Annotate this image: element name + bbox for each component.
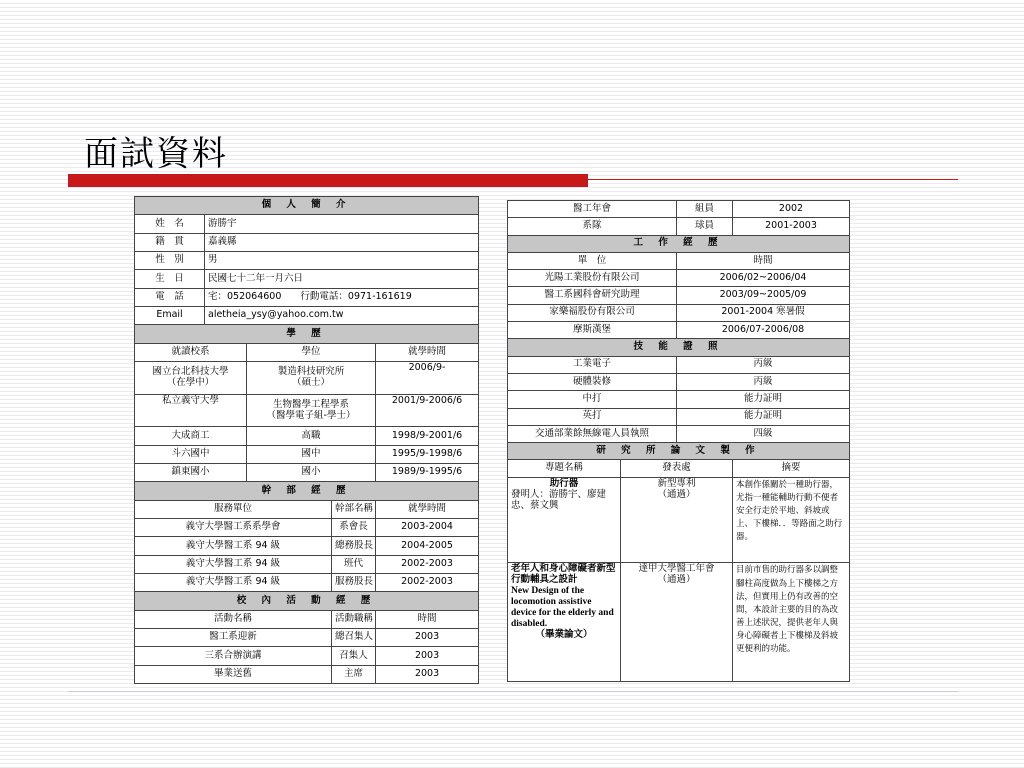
cadre-time: 2002-2003 (376, 573, 479, 591)
campus-name: 醫工系迎新 (135, 628, 332, 646)
column-header: 服務單位 (135, 500, 332, 518)
slide-title: 面試資料 (84, 134, 228, 174)
column-header: 就學時間 (376, 343, 479, 361)
work-unit: 家樂福股份有限公司 (508, 304, 677, 321)
skill-name: 硬體裝修 (508, 373, 677, 390)
venue-name: 達甲大學醫工年會 (638, 563, 715, 575)
education-school: 私立義守大學 (135, 394, 247, 427)
cadre-role: 服務股長 (332, 573, 376, 591)
skill-name: 中打 (508, 391, 677, 408)
cadre-unit: 義守大學醫工系 94 級 (135, 537, 332, 555)
skill-level: 丙級 (677, 373, 850, 390)
section-title: 學 歷 (135, 325, 479, 343)
research-title: 助行器 (549, 477, 579, 489)
work-row (508, 270, 850, 287)
resume-table-right (507, 200, 850, 682)
cadre-row (135, 537, 479, 555)
cadre-unit: 義守大學醫工系 94 級 (135, 573, 332, 591)
profile-label: 籍 貫 (135, 233, 205, 251)
campus-row (135, 628, 479, 646)
degree-note: （碩士） (291, 376, 330, 388)
section-header-education (135, 325, 479, 343)
column-header: 幹部名稱 (332, 500, 376, 518)
column-header: 就讀校系 (135, 343, 247, 361)
education-degree (247, 361, 376, 394)
column-header: 學位 (247, 343, 376, 361)
work-header-row (508, 252, 850, 269)
profile-row (135, 288, 479, 306)
work-row (508, 304, 850, 321)
campus-name: 畢業送舊 (135, 665, 332, 683)
profile-value: 男 (205, 251, 479, 269)
education-time: 1995/9-1998/6 (376, 445, 479, 463)
column-header: 專題名稱 (508, 460, 621, 477)
skill-name: 交通部業餘無線電人員執照 (508, 425, 677, 442)
education-degree (247, 394, 376, 427)
resume-table-left (134, 196, 479, 684)
cadre-role: 班代 (332, 555, 376, 573)
title-accent-line (588, 179, 958, 180)
section-title: 技 能 證 照 (508, 339, 850, 356)
column-header: 摘要 (733, 460, 850, 477)
profile-label: 生 日 (135, 270, 205, 288)
skill-name: 工業電子 (508, 356, 677, 373)
education-school: 大成商工 (135, 427, 247, 445)
campus-time: 2003 (376, 647, 479, 665)
education-row (135, 361, 479, 394)
school-note: （在學中） (166, 376, 215, 388)
profile-value: 民國七十二年一月六日 (205, 270, 479, 288)
footer-divider (68, 691, 958, 692)
campus-role: 總召集人 (332, 628, 376, 646)
research-header-row (508, 460, 850, 477)
campus-time: 2003 (376, 665, 479, 683)
profile-value: 嘉義縣 (205, 233, 479, 251)
section-title: 校 內 活 動 經 歷 (135, 592, 479, 610)
research-abstract: 本創作係關於一種助行器，尤指一種能輔助行動不便者安全行走於平地、斜坡或上、下樓梯．．等路面之助行器。 (733, 477, 850, 563)
campus-header-row (135, 610, 479, 628)
column-header: 活動名稱 (135, 610, 332, 628)
section-title: 個 人 簡 介 (135, 197, 479, 215)
campus-row (135, 665, 479, 683)
education-row (135, 394, 479, 427)
research-row (508, 477, 850, 563)
work-unit: 光陽工業股份有限公司 (508, 270, 677, 287)
campus-row (135, 647, 479, 665)
activity-org: 系隊 (508, 218, 677, 235)
section-header-profile (135, 197, 479, 215)
activity-time: 2002 (733, 201, 850, 218)
section-title: 研 究 所 論 文 製 作 (508, 443, 850, 460)
education-row (135, 445, 479, 463)
column-header: 時間 (677, 252, 850, 269)
section-header-work (508, 235, 850, 252)
section-header-skills (508, 339, 850, 356)
campus-name: 三系合辦演講 (135, 647, 332, 665)
activity-row (508, 201, 850, 218)
work-time: 2006/07-2006/08 (677, 322, 850, 339)
cadre-time: 2002-2003 (376, 555, 479, 573)
education-header-row (135, 343, 479, 361)
campus-role: 召集人 (332, 647, 376, 665)
skill-row (508, 408, 850, 425)
cadre-row (135, 519, 479, 537)
degree-note: （醫學電子組-學士） (266, 409, 356, 421)
cadre-unit: 義守大學醫工系系學會 (135, 519, 332, 537)
skill-row (508, 356, 850, 373)
work-time: 2001-2004 寒暑假 (677, 304, 850, 321)
profile-value: 宅：052064600 行動電話：0971-161619 (205, 288, 479, 306)
column-header: 發表處 (621, 460, 733, 477)
education-school: 斗六國中 (135, 445, 247, 463)
skill-row (508, 425, 850, 442)
activity-time: 2001-2003 (733, 218, 850, 235)
skill-name: 英打 (508, 408, 677, 425)
education-time: 2001/9-2006/6 (376, 394, 479, 427)
section-title: 工 作 經 歷 (508, 235, 850, 252)
thesis-title-en: New Design of the locomotion assistive device for the elderly and disabled. (511, 586, 614, 629)
cadre-time: 2004-2005 (376, 537, 479, 555)
education-degree: 國小 (247, 464, 376, 482)
profile-row (135, 251, 479, 269)
venue-status: （通過） (657, 574, 696, 586)
profile-row (135, 270, 479, 288)
skill-row (508, 373, 850, 390)
title-accent-bar (68, 174, 588, 187)
research-topic (508, 563, 621, 682)
column-header: 就學時間 (376, 500, 479, 518)
education-row (135, 427, 479, 445)
education-degree: 國中 (247, 445, 376, 463)
education-row (135, 464, 479, 482)
venue-status: （通過） (657, 488, 696, 500)
profile-row (135, 233, 479, 251)
cadre-row (135, 573, 479, 591)
section-header-cadre (135, 482, 479, 500)
research-authors: 發明人：游勝宇、廖建忠、蔡文興 (511, 488, 607, 511)
education-school (135, 361, 247, 394)
work-unit: 醫工系國科會研究助理 (508, 287, 677, 304)
activity-row (508, 218, 850, 235)
profile-row (135, 306, 479, 324)
thesis-title-zh: 老年人和身心障礙者新型行動輔具之設計 (511, 563, 616, 586)
column-header: 時間 (376, 610, 479, 628)
campus-time: 2003 (376, 628, 479, 646)
cadre-header-row (135, 500, 479, 518)
education-time: 1989/9-1995/6 (376, 464, 479, 482)
work-time: 2006/02~2006/04 (677, 270, 850, 287)
skill-level: 四級 (677, 425, 850, 442)
profile-value: 游勝宇 (205, 215, 479, 233)
work-row (508, 287, 850, 304)
research-topic (508, 477, 621, 563)
column-header: 活動職稱 (332, 610, 376, 628)
section-header-campus (135, 592, 479, 610)
cadre-role: 總務股長 (332, 537, 376, 555)
profile-label: 姓 名 (135, 215, 205, 233)
research-venue (621, 563, 733, 682)
section-header-research (508, 443, 850, 460)
skill-level: 能力証明 (677, 391, 850, 408)
cadre-role: 系會長 (332, 519, 376, 537)
cadre-time: 2003-2004 (376, 519, 479, 537)
activity-org: 醫工年會 (508, 201, 677, 218)
column-header: 單 位 (508, 252, 677, 269)
campus-role: 主席 (332, 665, 376, 683)
profile-label: 電 話 (135, 288, 205, 306)
research-row (508, 563, 850, 682)
profile-label: Email (135, 306, 205, 324)
cadre-unit: 義守大學醫工系 94 級 (135, 555, 332, 573)
skill-level: 能力証明 (677, 408, 850, 425)
activity-role: 球員 (677, 218, 733, 235)
school-name: 國立台北科技大學 (152, 365, 229, 377)
degree-name: 製造科技研究所 (277, 365, 345, 377)
education-time: 2006/9- (376, 361, 479, 394)
thesis-tag: （畢業論文） (535, 628, 593, 640)
work-row (508, 322, 850, 339)
profile-email: aletheia_ysy@yahoo.com.tw (205, 306, 479, 324)
research-venue (621, 477, 733, 563)
degree-name: 生物醫學工程學系 (272, 398, 349, 410)
work-time: 2003/09~2005/09 (677, 287, 850, 304)
activity-role: 組員 (677, 201, 733, 218)
skill-level: 丙級 (677, 356, 850, 373)
education-school: 鎮東國小 (135, 464, 247, 482)
section-title: 幹 部 經 歷 (135, 482, 479, 500)
research-abstract: 目前市售的助行器多以調整腳柱高度做為上下樓梯之方法，但實用上仍有改善的空間，本設計主要的目的為改善上述狀況，提供老年人與身心障礙者上下樓梯及斜坡更便利的功能。 (733, 563, 850, 682)
profile-row (135, 215, 479, 233)
education-degree: 高職 (247, 427, 376, 445)
profile-label: 性 別 (135, 251, 205, 269)
cadre-row (135, 555, 479, 573)
venue-name: 新型專利 (657, 477, 696, 489)
skill-row (508, 391, 850, 408)
education-time: 1998/9-2001/6 (376, 427, 479, 445)
work-unit: 摩斯漢堡 (508, 322, 677, 339)
